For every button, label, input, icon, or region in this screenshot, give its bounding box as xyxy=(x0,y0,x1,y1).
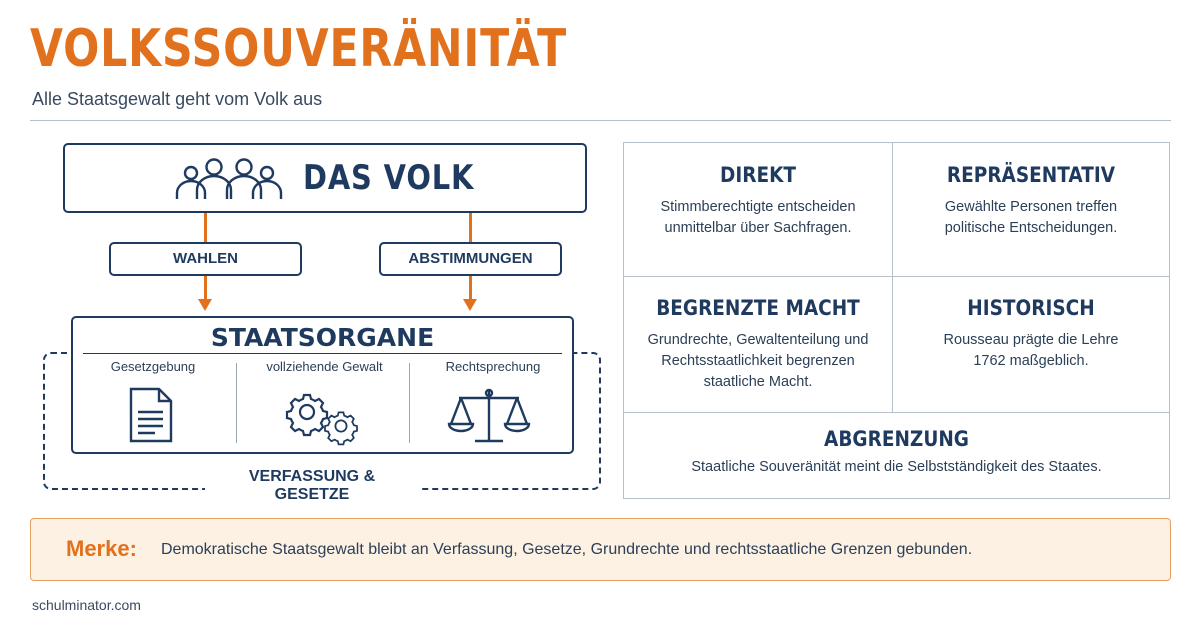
info-heading: HISTORISCH xyxy=(967,296,1095,320)
page-title: VOLKSSOUVERÄNITÄT xyxy=(30,19,568,79)
column-divider xyxy=(409,363,410,443)
info-heading: REPRÄSENTATIV xyxy=(946,163,1116,187)
merke-text: Demokratische Staatsgewalt bleibt an Verfassung, Gesetze, Grundrechte und rechtsstaatliche Grenzen gebunden. xyxy=(161,541,973,558)
column-divider xyxy=(236,363,237,443)
das-volk-box xyxy=(63,143,587,213)
info-text: Grundrechte, Gewaltenteilung und Rechtsstaatlichkeit begrenzen staatliche Macht. xyxy=(647,332,869,390)
info-cell-abgrenzung xyxy=(624,427,1169,478)
info-cell-repraesentativ xyxy=(893,163,1169,239)
connector-wahlen-top xyxy=(204,213,207,242)
info-text: Gewählte Personen treffen politische Entscheidungen. xyxy=(944,199,1118,236)
staatsorgane-title: STAATSORGANE xyxy=(210,323,435,352)
info-heading: DIREKT xyxy=(719,163,796,187)
rechtsprechung-label: Rechtsprechung xyxy=(445,359,541,374)
grid-line xyxy=(624,412,1169,413)
verfassung-label: VERFASSUNG & GESETZE xyxy=(205,468,419,504)
wahlen-box xyxy=(109,242,302,276)
info-grid xyxy=(623,142,1170,499)
connector-abstimmungen-top xyxy=(469,213,472,242)
staatsorgane-divider xyxy=(83,353,562,354)
volk-label: DAS VOLK xyxy=(303,158,475,198)
wahlen-label: WAHLEN xyxy=(173,250,238,267)
info-cell-begrenzte-macht xyxy=(624,296,892,393)
info-heading: BEGRENZTE MACHT xyxy=(656,296,860,320)
staatsorgane-box xyxy=(71,316,574,454)
header-divider xyxy=(30,120,1171,121)
arrow-abstimmungen xyxy=(463,299,477,311)
page-subtitle: Alle Staatsgewalt geht vom Volk aus xyxy=(32,89,323,109)
info-cell-historisch xyxy=(893,296,1169,372)
info-text: Staatliche Souveränität meint die Selbstständigkeit des Staates. xyxy=(691,459,1102,475)
merke-label: Merke: xyxy=(66,536,137,561)
merke-note xyxy=(30,518,1171,581)
abstimmungen-label: ABSTIMMUNGEN xyxy=(408,250,533,267)
footer-source: schulminator.com xyxy=(32,597,141,613)
people-group-icon xyxy=(173,153,285,205)
info-cell-direkt xyxy=(624,163,892,239)
grid-line xyxy=(624,276,1169,277)
connector-abstimmungen-bottom xyxy=(469,276,472,300)
abstimmungen-box xyxy=(379,242,562,276)
arrow-wahlen xyxy=(198,299,212,311)
connector-wahlen-bottom xyxy=(204,276,207,300)
document-icon xyxy=(127,386,175,444)
info-text: Stimmberechtigte entscheiden unmittelbar über Sachfragen. xyxy=(660,199,856,236)
vollziehende-gewalt-label: vollziehende Gewalt xyxy=(266,359,383,374)
info-heading: ABGRENZUNG xyxy=(824,427,969,451)
gesetzgebung-label: Gesetzgebung xyxy=(110,359,196,374)
gears-icon xyxy=(283,390,365,446)
info-text: Rousseau prägte die Lehre 1762 maßgeblich. xyxy=(943,332,1119,369)
scales-icon xyxy=(447,384,531,446)
